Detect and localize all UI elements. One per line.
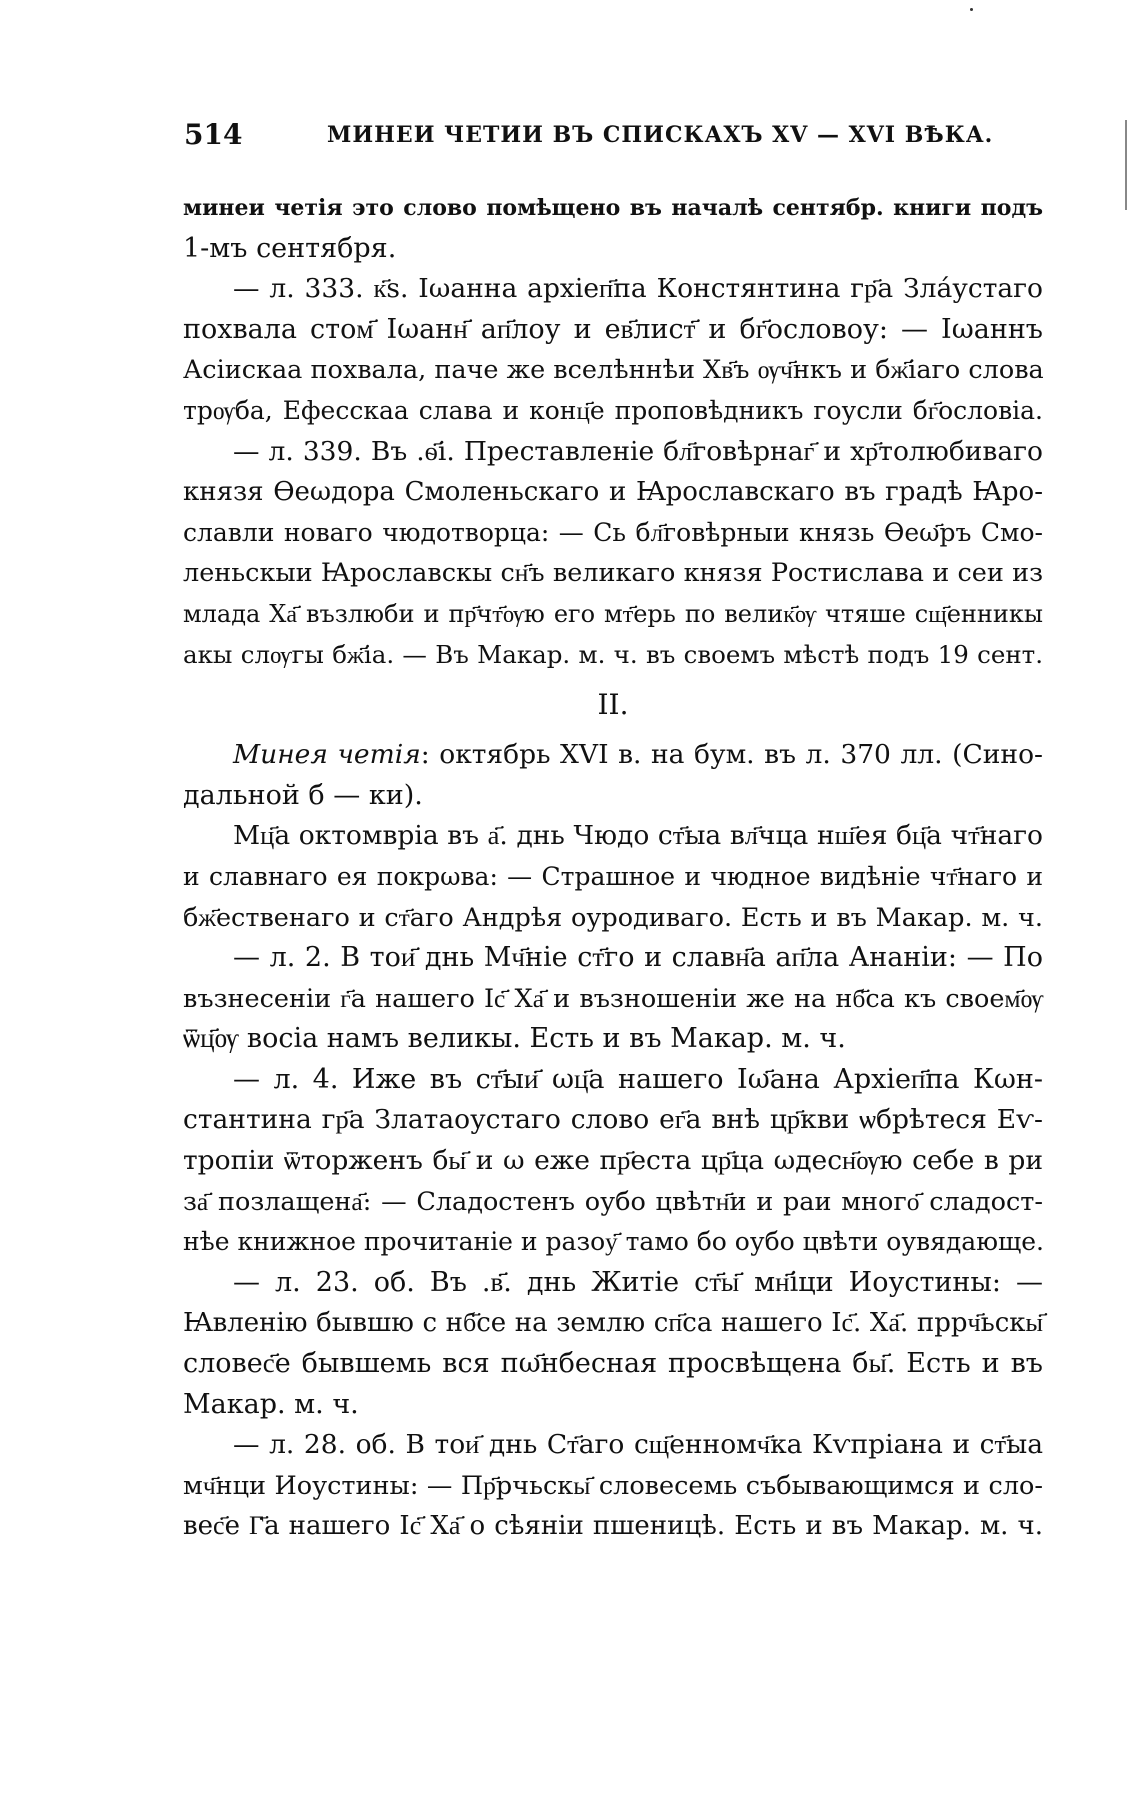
text-line: дальной б — ки). <box>183 779 423 811</box>
scan-speck <box>970 8 973 11</box>
running-title: МИНЕИ ЧЕТИИ ВЪ СПИСКАХЪ XV — XVI ВѢКА. <box>327 122 994 148</box>
text-line: Ꙗвленію бывшю с нб҃се на землю сп҃са нашего Іс҃. Ха҃. пррч҃ьскы҃ <box>183 1308 1043 1339</box>
text-line: акы слѹгы бж҃іа. — Въ Макар. м. ч. въ своемъ мѣстѣ подъ 19 сент. <box>183 639 1043 669</box>
text-line: славли новаго чюдотворца: — Сь бл҃говѣрныи князь Ѳеω҃ръ Смо- <box>183 517 1043 547</box>
text-line: Асіискаа похвала, паче же вселѣннѣи Хв҃ъ ѹч҃нкъ и бж҃іаго слова <box>183 355 1044 386</box>
text-line: тропіи ѿторженъ бы҃ и ω еже пр҃еста цр҃ца ωдесн҃ѹю себе в ри <box>183 1145 1043 1177</box>
text-line: — л. 4. Иже въ ст҃ыи҃ ωц҃а нашего Іω҃ана Архіеп҃па Кωн- <box>233 1063 1043 1095</box>
text-line: — л. 339. Въ .ѳ҃і. Преставленіе бл҃говѣрнаг҃ и хр҃толюбиваго <box>233 435 1043 467</box>
page-header <box>180 118 1040 158</box>
text-line: възнесеніи г҃а нашего Іс҃ Ха҃ и възношеніи же на нб҃са къ своем҃ѹ <box>183 983 1043 1014</box>
text-line: — л. 333. к҃ѕ. Іωанна архіеп҃па Констянтина гр҃а Злáустаго <box>233 273 1043 305</box>
text-line: трѹба, Ефесскаа слава и конц҃е проповѣдникъ гоусли бг҃ословіа. <box>183 395 1043 425</box>
text-line: за҃ позлащена҃: — Сладостенъ оубо цвѣтн҃и и раи много҃ сладост- <box>183 1186 1043 1217</box>
text-line: вес҃е Г҃а нашего Іс҃ Ха҃ о сѣяніи пшеницѣ. Есть и въ Макар. м. ч. <box>183 1511 1043 1542</box>
text-line: — л. 28. об. В тои҃ днь Ст҃аго сщ҃енномч҃ка Кѵпріана и ст҃ыа <box>233 1429 1043 1461</box>
text-line: князя Ѳеωдора Смоленьскаго и Ꙗрославскаго въ градѣ Ꙗро- <box>183 477 1043 508</box>
catalogue-label: Минея четія <box>233 739 421 771</box>
text-line: леньскыи Ꙗрославскы сн҃ъ великаго князя Ростислава и сеи из <box>183 558 1043 589</box>
body-text <box>183 188 1043 1547</box>
text-line: нѣе книжное прочитаніе и разоу҃ тамо бо оубо цвѣти оувядающе. <box>183 1227 1044 1257</box>
text-line: минеи четія это слово помѣщено въ началѣ сентябр. книги подъ <box>183 195 1043 221</box>
text-line: 1-мъ сентября. <box>183 232 397 264</box>
text-line: Макар. м. ч. <box>183 1388 359 1420</box>
text-line: мч҃нци Иоустины: — Пр҃рчьскы҃ словесемь събывающимся и сло- <box>183 1470 1043 1501</box>
text-line: и славнаго ея покрωва: — Страшное и чюдное видѣніе чт҃наго и <box>183 861 1043 891</box>
page-number: 514 <box>184 118 243 151</box>
text-line: стантина гр҃а Златаоустаго слово ег҃а внѣ цр҃кви ѡбрѣтеся Еѵ- <box>183 1104 1043 1136</box>
text-line: млада Ха҃ възлюби и пр҃чт҃ѹю его мт҃ерь по велик҃ѹ чтяше сщ҃енникы <box>183 599 1043 628</box>
text-line: похвала стом҃ Іωанн҃ ап҃лоу и ев҃лист҃ и бг҃ословоу: — Іωаннъ <box>183 313 1043 345</box>
text-line: Минея четія: октябрь XVI в. на бум. въ л. 370 лл. (Сино- <box>233 739 1043 771</box>
text-line: — л. 23. об. Въ .в҃. днь Житіе ст҃ы҃ мн҃іци Иоустины: — <box>233 1266 1043 1298</box>
text-line: Мц҃а октомвріа въ а҃. днь Чюдо ст҃ыа вл҃чца нш҃ея бц҃а чт҃наго <box>233 820 1043 852</box>
text-line: словес҃е бывшемь вся пω҃нбесная просвѣщена бы҃. Есть и въ <box>183 1348 1043 1380</box>
text-line: ѿц҃ѹ восіа намъ великы. Есть и въ Макар. м. ч. <box>183 1023 846 1055</box>
section-heading: II. <box>597 688 629 722</box>
text-line: бж҃ественаго и ст҃аго Андрѣя оуродиваго. Есть и въ Макар. м. ч. <box>183 902 1043 933</box>
text-line: — л. 2. В тои҃ днь Мч҃ніе ст҃го и славн҃а ап҃ла Ананіи: — По <box>233 942 1043 974</box>
scan-speck <box>1125 120 1127 210</box>
